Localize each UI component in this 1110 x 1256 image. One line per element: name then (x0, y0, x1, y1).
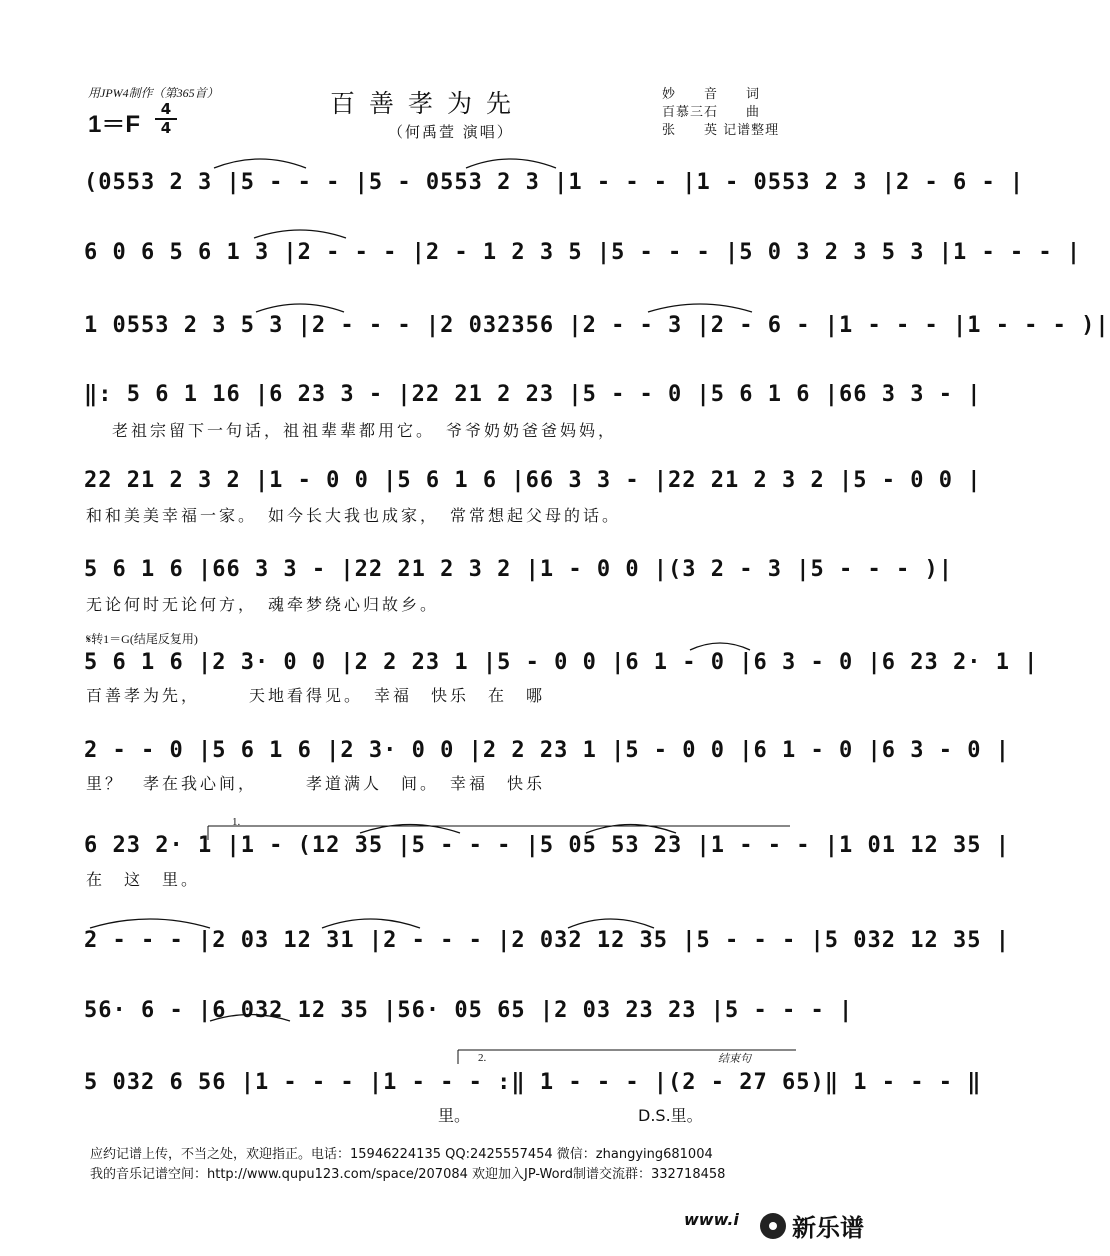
score-row-8-lyrics: 里？ 孝在我心间， 孝道满人 间。 幸福 快乐 (86, 774, 546, 793)
score-row-8-notes: 2 - - 0 |5 6 1 6 |2 3· 0 0 |2 2 23 1 |5 - 0 0 |6 1 - 0 |6 3 - 0 | (84, 738, 1010, 763)
score-row-7-notes: 5 6 1 6 |2 3· 0 0 |2 2 23 1 |5 - 0 0 |6 1 - 0 |6 3 - 0 |6 23 2· 1 | (84, 650, 1039, 675)
score-row-4-lyrics: 老祖宗留下一句话，祖祖辈辈都用它。 爷爷奶奶爸爸妈妈， (112, 421, 618, 440)
score-row-9-notes: 6 23 2· 1 |1 - (12 35 |5 - - - |5 05 53 23 |1 - - - |1 01 12 35 | (84, 833, 1010, 858)
volta-1: 1. (232, 816, 241, 828)
footer-line-1: 应约记谱上传，不当之处，欢迎指正。电话：15946224135 QQ:2425557454 微信：zhangying681004 (90, 1147, 713, 1162)
brand-name[interactable]: 新乐谱 (792, 1214, 864, 1242)
score-row-5-lyrics: 和和美美幸福一家。 如今长大我也成家， 常常想起父母的话。 (86, 506, 622, 525)
lyricist: 妙 音 词 (662, 87, 761, 102)
key-signature: 1＝F (88, 111, 141, 138)
score-row-4-notes: ‖: 5 6 1 16 |6 23 3 - |22 21 2 23 |5 - - 0 |5 6 1 6 |66 3 3 - | (84, 382, 982, 407)
transcriber: 张 英 记谱整理 (662, 123, 780, 138)
score-row-5-notes: 22 21 2 3 2 |1 - 0 0 |5 6 1 6 |66 3 3 - |22 21 2 3 2 |5 - 0 0 | (84, 468, 982, 493)
score-row-6-lyrics: 无论何时无论何方， 魂牵梦绕心归故乡。 (86, 595, 440, 614)
footer (90, 1145, 725, 1185)
score-row-7-lyrics: 百善孝为先， 天地看得见。 幸福 快乐 在 哪 (86, 686, 546, 705)
score-row-12-lyrics: 里。 D.S.里。 (86, 1106, 703, 1125)
time-top: 4 (160, 100, 172, 118)
coda-note: 结束句 (718, 1053, 751, 1065)
score-row-11-notes: 56· 6 - |6 032 12 35 |56· 05 65 |2 03 23 23 |5 - - - | (84, 998, 854, 1023)
score-row-10-notes: 2 - - - |2 03 12 31 |2 - - - |2 032 12 35 |5 - - - |5 032 12 35 | (84, 928, 1010, 953)
score-row-1-notes: (0553 2 3 |5 - - - |5 - 0553 2 3 |1 - - - |1 - 0553 2 3 |2 - 6 - | (84, 170, 1025, 195)
footer-line-2: 我的音乐记谱空间：http://www.qupu123.com/space/207084 欢迎加入JP-Word制谱交流群：332718458 (90, 1167, 726, 1182)
score-row-3-notes: 1 0553 2 3 5 3 |2 - - - |2 032356 |2 - - 3 |2 - 6 - |1 - - - |1 - - - )| (84, 313, 1110, 338)
segno-key-change: 𝄋转1＝G(结尾反复用) (86, 632, 198, 646)
time-bottom: 4 (160, 119, 172, 137)
score-row-2-notes: 6 0 6 5 6 1 3 |2 - - - |2 - 1 2 3 5 |5 - - - |5 0 3 2 3 5 3 |1 - - - | (84, 240, 1082, 265)
composer: 百慕三石 曲 (662, 105, 761, 120)
score-row-9-lyrics: 在 这 里。 (86, 870, 201, 889)
score-row-12-notes: 5 032 6 56 |1 - - - |1 - - - :‖ 1 - - - |(2 - 27 65)‖ 1 - - - ‖ (84, 1070, 982, 1095)
brand-logo-icon (760, 1213, 786, 1239)
score-row-6-notes: 5 6 1 6 |66 3 3 - |22 21 2 3 2 |1 - 0 0 |(3 2 - 3 |5 - - - )| (84, 557, 953, 582)
brand-url[interactable]: www.i (684, 1210, 739, 1229)
made-with-label: 用JPW4制作（第365首） (88, 86, 219, 100)
song-title: 百善孝为先 (330, 89, 526, 118)
performer: （何禹萱 演唱） (388, 123, 514, 141)
volta-2: 2. (478, 1052, 487, 1064)
